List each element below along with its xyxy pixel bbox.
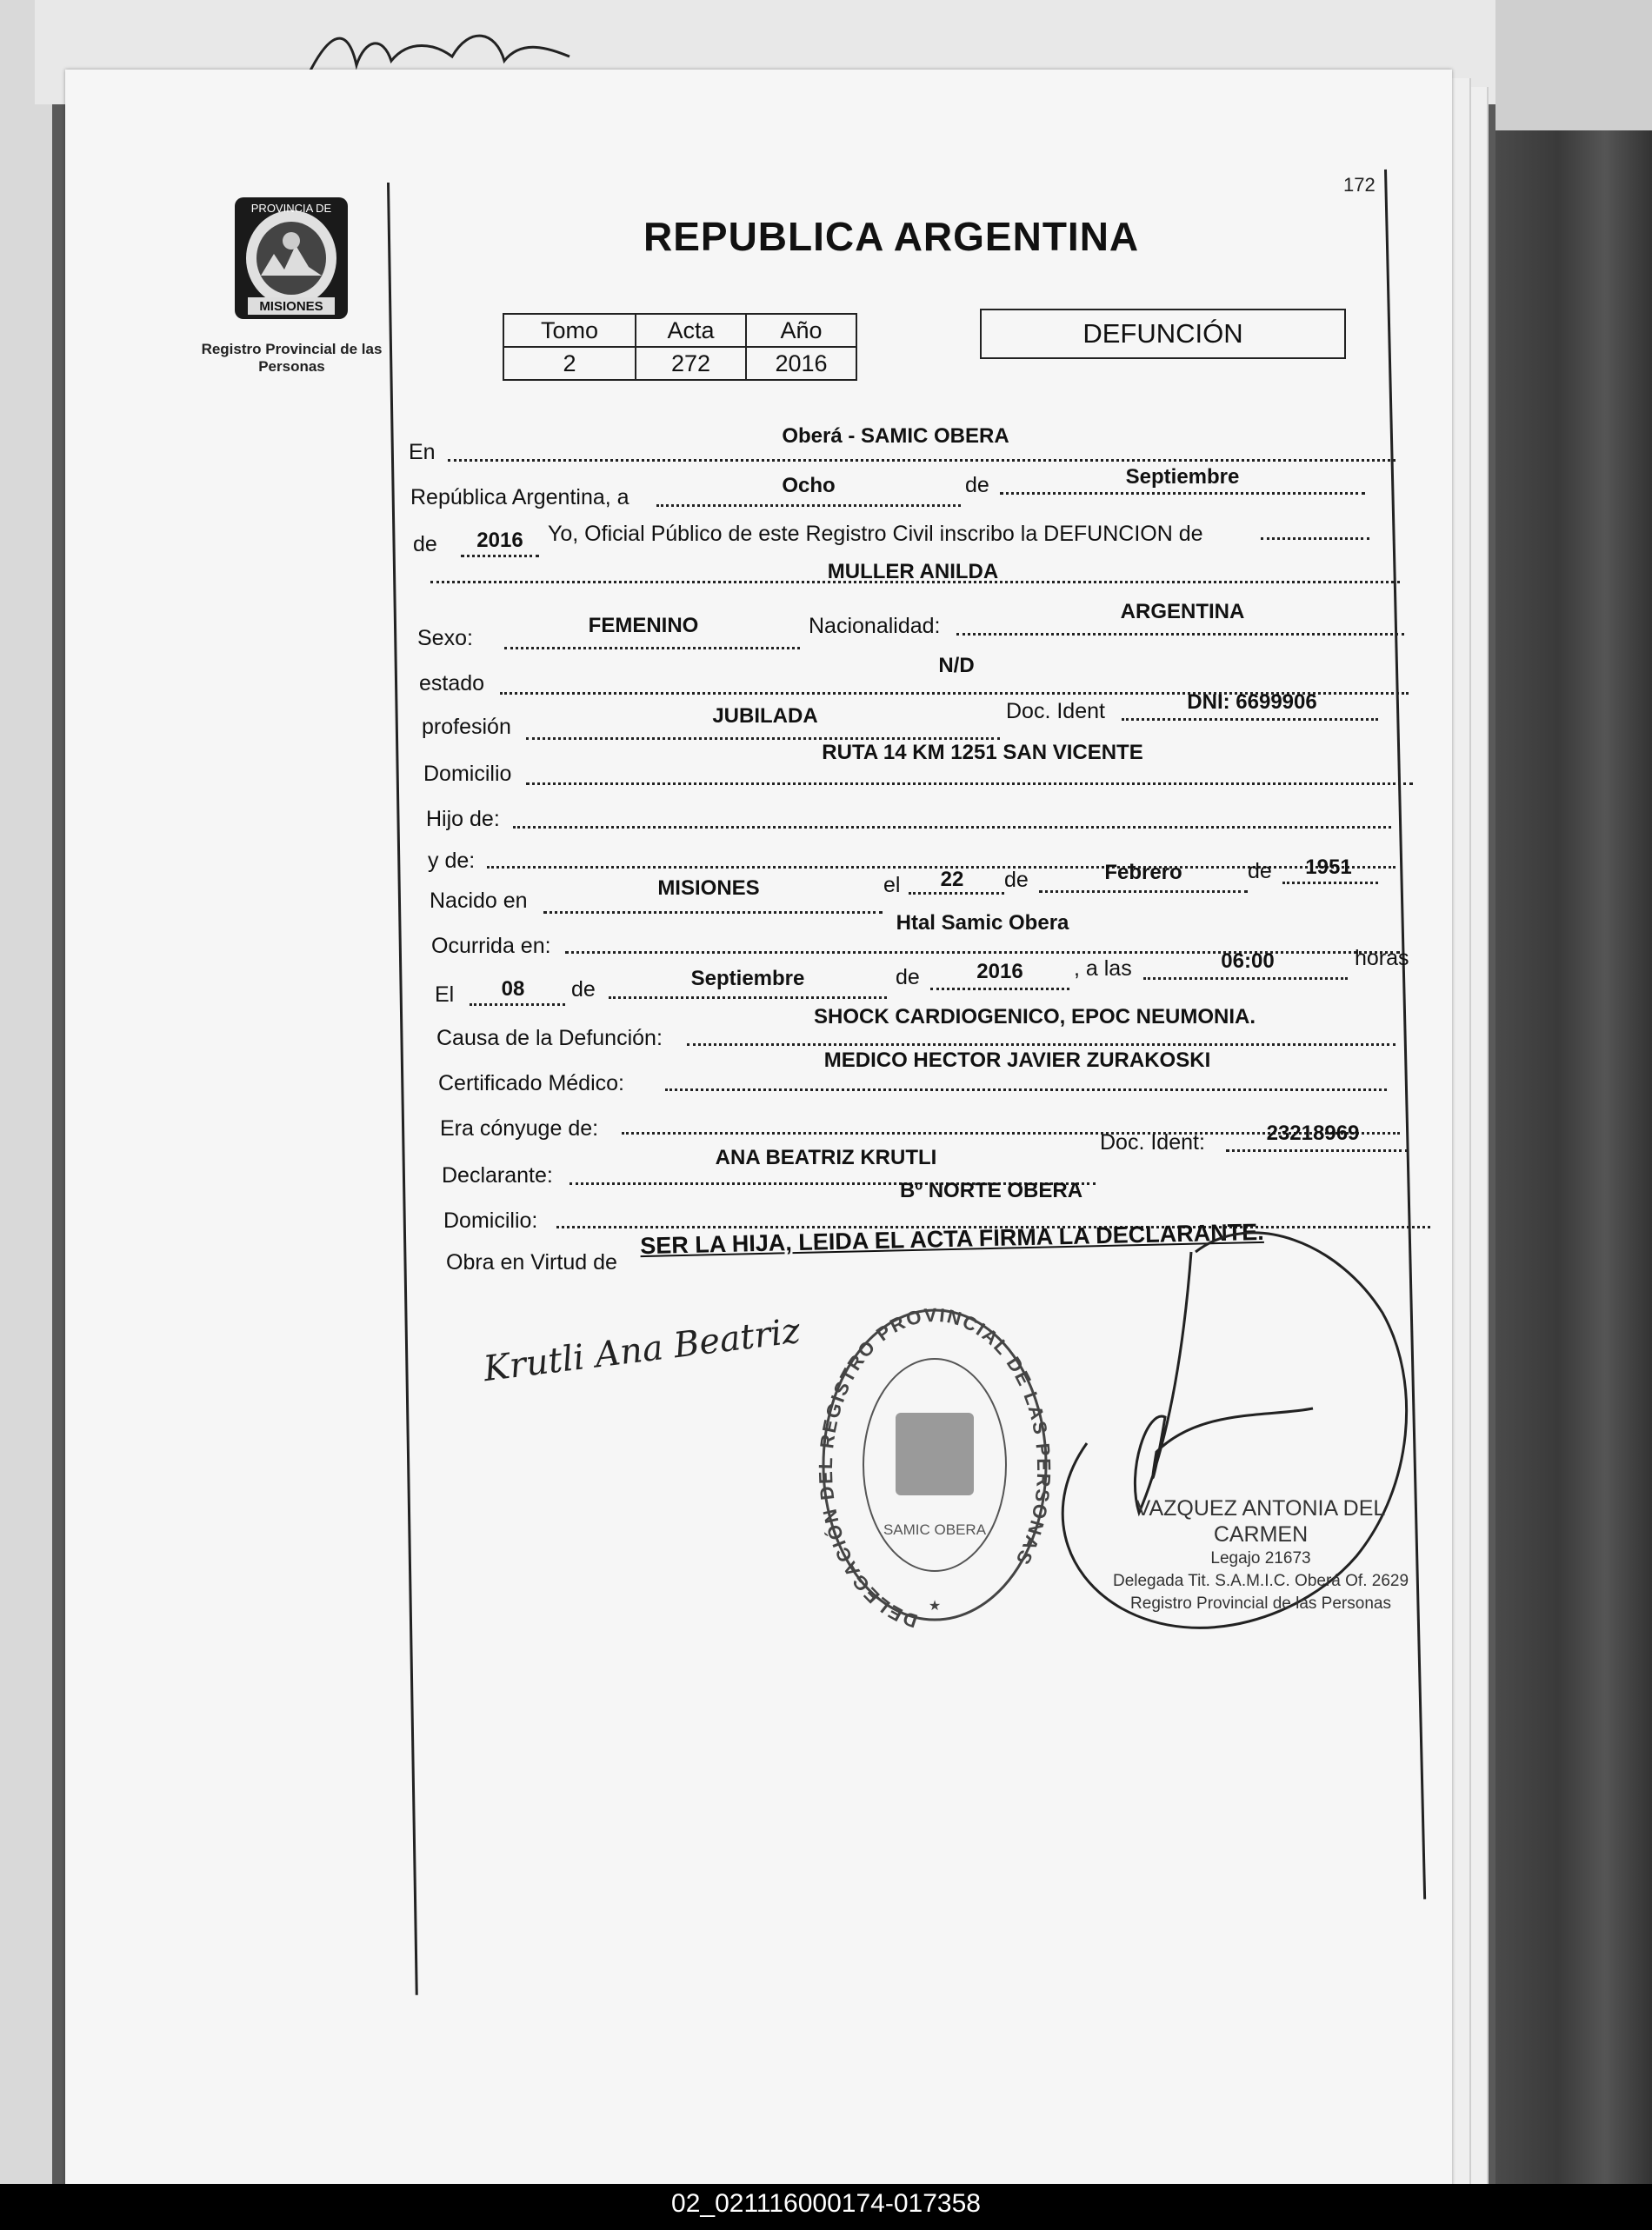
doc2-dotted-line <box>1226 1149 1409 1152</box>
month-de-label: de <box>965 473 989 497</box>
death-de2-label: de <box>896 965 920 989</box>
country-title: REPUBLICA ARGENTINA <box>643 214 1140 259</box>
record-header-tomo: Tomo <box>503 314 636 347</box>
obra-value: SER LA HIJA, LEIDA EL ACTA FIRMA LA DECLARANTE. <box>639 1218 1264 1260</box>
day-value: Ocho <box>782 474 836 497</box>
background-right-dark <box>1495 130 1652 2191</box>
republica-label: República Argentina, a <box>410 485 629 509</box>
inscribo-text: Yo, Oficial Público de este Registro Civil inscribo la DEFUNCION de <box>548 522 1203 546</box>
registry-label: Registro Provincial de las Personas <box>201 341 383 375</box>
en-dotted-line <box>448 459 1396 462</box>
causa-value: SHOCK CARDIOGENICO, EPOC NEUMONIA. <box>813 1005 1256 1028</box>
alas-label: , a las <box>1074 956 1132 981</box>
record-table-value-row <box>503 347 856 380</box>
record-value-acta: 272 <box>636 347 746 380</box>
year-de-label: de <box>413 532 437 556</box>
death-day-dotted-line <box>470 1003 565 1006</box>
sexo-dotted-line <box>504 647 800 649</box>
doc-ident-dotted-line <box>1122 718 1378 721</box>
nacionalidad-value: ARGENTINA <box>1120 600 1245 623</box>
certificado-label: Certificado Médico: <box>438 1071 624 1095</box>
record-table <box>503 313 857 381</box>
official-legajo: Legajo 21673 <box>1210 1549 1311 1568</box>
death-de1-label: de <box>571 977 596 1002</box>
death-el-label: El <box>435 982 455 1007</box>
death-year-dotted-line <box>930 988 1069 990</box>
nacido-month-dotted-line <box>1039 890 1248 893</box>
conyuge-label: Era cónyuge de: <box>440 1116 599 1141</box>
estado-label: estado <box>419 671 485 696</box>
record-table-header-row <box>503 314 856 347</box>
nacido-day-dotted-line <box>909 892 1004 895</box>
sexo-value: FEMENINO <box>588 614 699 637</box>
nacido-value: MISIONES <box>657 876 760 900</box>
death-month-value: Septiembre <box>690 967 805 990</box>
doc2-label: Doc. Ident: <box>1100 1130 1205 1155</box>
nacido-dotted-line <box>543 911 883 914</box>
domicilio-value: RUTA 14 KM 1251 SAN VICENTE <box>822 741 1143 764</box>
death-day-value: 08 <box>501 977 525 1001</box>
day-dotted-line <box>656 504 961 507</box>
domicilio-label: Domicilio <box>423 762 512 786</box>
profesion-dotted-line <box>526 737 1000 740</box>
nacido-year-dotted-line <box>1282 882 1378 884</box>
nacido-de2-label: de <box>1248 859 1272 883</box>
registry-stamp <box>809 1295 1061 1634</box>
en-value: Oberá - SAMIC OBERA <box>782 424 1009 448</box>
official-signature-block <box>1087 1495 1435 1615</box>
year-dotted-line <box>461 555 539 557</box>
declarante-value: ANA BEATRIZ KRUTLI <box>715 1146 937 1169</box>
document-sheet <box>65 70 1452 2191</box>
nacido-de1-label: de <box>1004 868 1029 892</box>
page-number: 172 <box>1343 174 1376 196</box>
svg-text:MISIONES: MISIONES <box>259 299 323 314</box>
death-time-value: 06:00 <box>1221 949 1275 973</box>
causa-label: Causa de la Defunción: <box>436 1026 663 1050</box>
yde-label: y de: <box>428 849 476 873</box>
record-value-anio: 2016 <box>746 347 856 380</box>
svg-text:SAMIC OBERA: SAMIC OBERA <box>883 1521 987 1538</box>
certificado-dotted-line <box>665 1088 1387 1091</box>
official-role: Delegada Tit. S.A.M.I.C. Oberá Of. 2629 <box>1112 1572 1409 1590</box>
nacido-year-value: 1951 <box>1305 855 1352 879</box>
ocurrida-value: Htal Samic Obera <box>896 911 1069 935</box>
causa-dotted-line <box>687 1043 1396 1046</box>
obra-label: Obra en Virtud de <box>446 1250 617 1275</box>
domicilio2-label: Domicilio: <box>443 1208 538 1233</box>
sexo-label: Sexo: <box>417 626 473 650</box>
month-value: Septiembre <box>1125 465 1240 489</box>
death-month-dotted-line <box>609 996 887 999</box>
certificado-value: MEDICO HECTOR JAVIER ZURAKOSKI <box>823 1048 1211 1072</box>
domicilio-dotted-line <box>526 782 1413 785</box>
declarant-signature: Krutli Ana Beatriz <box>481 1310 803 1390</box>
record-header-anio: Año <box>746 314 856 347</box>
record-value-tomo: 2 <box>503 347 636 380</box>
record-type-box: DEFUNCIÓN <box>980 309 1346 359</box>
svg-text:DELEGACIÓN DEL REGISTRO PROVIN: DELEGACIÓN DEL REGISTRO PROVINCIAL DE LAS PERSONAS <box>814 1303 1056 1633</box>
nacido-el-label: el <box>883 873 901 897</box>
en-label: En <box>409 440 436 464</box>
official-name: VAZQUEZ ANTONIA DEL CARMEN <box>1136 1496 1386 1547</box>
horas-label: horas <box>1355 946 1409 970</box>
province-coat-of-arms-icon <box>230 193 352 323</box>
svg-text:★: ★ <box>928 1599 942 1614</box>
deceased-name-value: MULLER ANILDA <box>827 560 999 583</box>
declarante-label: Declarante: <box>442 1163 553 1188</box>
profesion-label: profesión <box>422 715 511 739</box>
inscribo-dotted-line <box>1261 537 1369 540</box>
background-left-sheet <box>0 0 52 2230</box>
death-year-value: 2016 <box>976 960 1023 983</box>
file-id: 02_021116000174-017358 <box>671 2189 981 2218</box>
hijo-dotted-line <box>513 826 1391 829</box>
official-registry: Registro Provincial de las Personas <box>1130 1594 1391 1613</box>
nacido-day-value: 22 <box>940 868 964 891</box>
nacionalidad-dotted-line <box>956 633 1404 636</box>
doc-ident-label: Doc. Ident <box>1006 699 1105 723</box>
estado-value: N/D <box>938 654 975 677</box>
ocurrida-label: Ocurrida en: <box>431 934 551 958</box>
year-value: 2016 <box>476 529 523 552</box>
profesion-value: JUBILADA <box>712 704 818 728</box>
doc-ident-value: DNI: 6699906 <box>1187 690 1317 714</box>
doc2-value: 23218969 <box>1266 1122 1360 1145</box>
record-header-acta: Acta <box>636 314 746 347</box>
nacionalidad-label: Nacionalidad: <box>809 614 941 638</box>
domicilio2-value: Bº NORTE OBERA <box>899 1179 1083 1202</box>
svg-text:PROVINCIA DE: PROVINCIA DE <box>250 202 332 215</box>
nacido-label: Nacido en <box>430 889 528 913</box>
month-dotted-line <box>1000 492 1365 495</box>
death-time-dotted-line <box>1143 977 1348 980</box>
hijo-label: Hijo de: <box>426 807 500 831</box>
nacido-month-value: Febrero <box>1104 861 1182 884</box>
